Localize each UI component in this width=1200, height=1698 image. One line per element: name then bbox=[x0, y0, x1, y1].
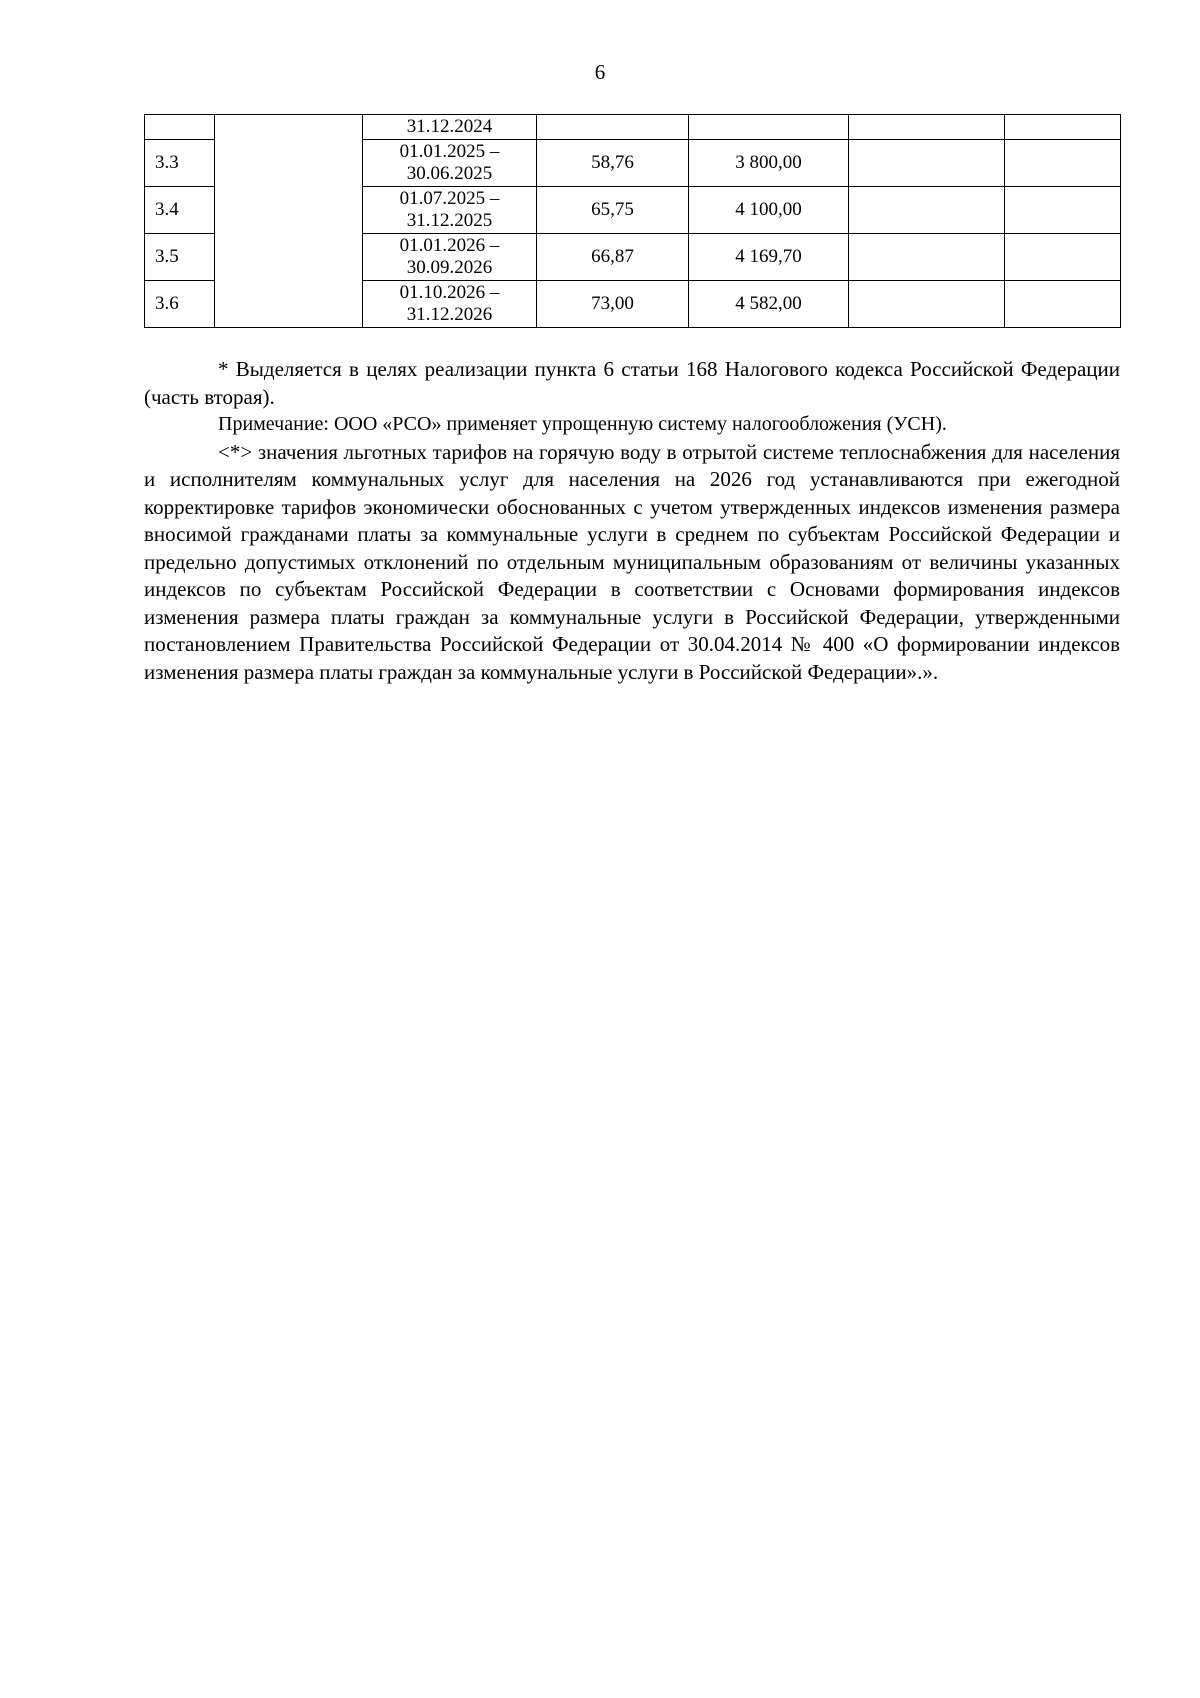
value-a-cell: 73,00 bbox=[537, 281, 689, 328]
table-cell bbox=[145, 115, 215, 140]
vat-footnote: * Выделяется в целях реализации пункта 6 статьи 168 Налогового кодекса Российской Федерации (часть вторая). bbox=[144, 357, 1120, 409]
period-start: 01.07.2025 – bbox=[399, 188, 500, 209]
table-cell bbox=[1005, 140, 1121, 187]
period-end: 30.06.2025 bbox=[406, 163, 493, 184]
table-cell bbox=[1005, 187, 1121, 234]
row-number: 3.6 bbox=[145, 281, 215, 328]
period-end: 30.09.2026 bbox=[406, 257, 493, 278]
value-b-cell: 4 169,70 bbox=[689, 234, 849, 281]
table-cell bbox=[689, 115, 849, 140]
period-cell bbox=[363, 281, 537, 328]
table-cell bbox=[1005, 115, 1121, 140]
table-cell bbox=[849, 234, 1005, 281]
table-cell bbox=[849, 140, 1005, 187]
notes-section bbox=[144, 356, 1120, 686]
value-b-cell: 3 800,00 bbox=[689, 140, 849, 187]
period-cell bbox=[363, 140, 537, 187]
period-cell bbox=[363, 234, 537, 281]
period-end: 31.12.2025 bbox=[406, 210, 493, 231]
remark-note: Примечание: ООО «РСО» применяет упрощенную систему налогообложения (УСН). bbox=[218, 413, 947, 435]
row-number: 3.5 bbox=[145, 234, 215, 281]
table-cell bbox=[1005, 281, 1121, 328]
row-number: 3.4 bbox=[145, 187, 215, 234]
merged-name-cell bbox=[215, 115, 363, 328]
value-a-cell: 66,87 bbox=[537, 234, 689, 281]
period-start: 01.01.2025 – bbox=[399, 141, 500, 162]
table-cell bbox=[849, 115, 1005, 140]
table-cell bbox=[849, 281, 1005, 328]
table-cell bbox=[849, 187, 1005, 234]
value-b-cell: 4 100,00 bbox=[689, 187, 849, 234]
tariff-table bbox=[144, 114, 1121, 328]
table-cell bbox=[537, 115, 689, 140]
period-cell bbox=[363, 187, 537, 234]
asterisk-footnote: <*> значения льготных тарифов на горячую воду в отрытой системе теплоснабжения для населения и исполнителям коммунальных услуг для населения на 2026 год устанавливаются при ежегодной корректировке тарифов экономически обоснованных с учетом утвержденных индексов изменения размера вносимой гражданами платы за коммунальные услуги в среднем по субъектам Российской Федерации и предельно допустимых отклонений по отдельным муниципальным образованиям от величины указанных индексов по субъектам Российской Федерации в соответствии с Основами формирования индексов изменения размера платы граждан за коммунальные услуги в Российской Федерации, утвержденными постановлением Правительства Российской Федерации от 30.04.2014 № 400 «О формировании индексов изменения размера платы граждан за коммунальные услуги в Российской Федерации».». bbox=[144, 439, 1120, 684]
table-cell bbox=[1005, 234, 1121, 281]
value-a-cell: 65,75 bbox=[537, 187, 689, 234]
table-row bbox=[145, 115, 1121, 140]
period-start: 01.01.2026 – bbox=[399, 235, 500, 256]
period-start: 01.10.2026 – bbox=[399, 282, 500, 303]
row-number: 3.3 bbox=[145, 140, 215, 187]
period-end: 31.12.2026 bbox=[406, 304, 493, 325]
period-cell: 31.12.2024 bbox=[363, 115, 537, 140]
value-b-cell: 4 582,00 bbox=[689, 281, 849, 328]
value-a-cell: 58,76 bbox=[537, 140, 689, 187]
page-number: 6 bbox=[594, 60, 606, 84]
